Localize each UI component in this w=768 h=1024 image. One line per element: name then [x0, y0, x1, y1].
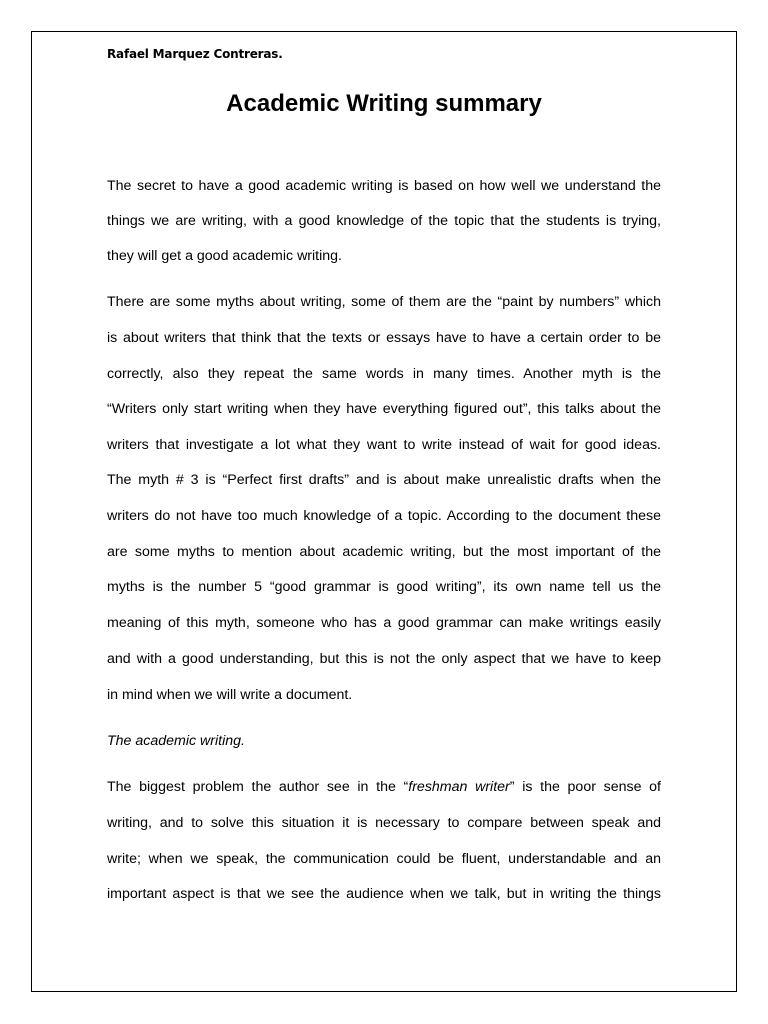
paragraph-2-line-5: writers that investigate a lot what they want to write instead of wait for good ideas.	[107, 437, 661, 453]
paragraph-1-line-1: The secret to have a good academic writing is based on how well we understand the	[107, 178, 661, 194]
document-title: Academic Writing summary	[226, 90, 542, 117]
paragraph-2-line-10: meaning of this myth, someone who has a good grammar can make writings easily	[107, 615, 661, 631]
section-heading: The academic writing.	[107, 733, 245, 749]
paragraph-3-line-4: important aspect is that we see the audience when we talk, but in writing the things	[107, 886, 661, 902]
freshman-writer-term: freshman writer	[408, 779, 510, 795]
paragraph-3-line-1-before: The biggest problem the author see in the “	[107, 779, 409, 795]
paragraph-2-line-8: are some myths to mention about academic writing, but the most important of the	[107, 544, 661, 560]
author-name: Rafael Marquez Contreras.	[107, 47, 283, 61]
paragraph-2-line-3: correctly, also they repeat the same words in many times. Another myth is the	[107, 366, 661, 382]
paragraph-2-line-9: myths is the number 5 “good grammar is good writing”, its own name tell us the	[107, 579, 661, 595]
paragraph-2-line-11: and with a good understanding, but this is not the only aspect that we have to keep	[107, 651, 661, 667]
paragraph-2-line-4: “Writers only start writing when they have everything figured out”, this talks about the	[107, 401, 661, 417]
paragraph-2-line-6: The myth # 3 is “Perfect first drafts” and is about make unrealistic drafts when the	[107, 472, 661, 488]
paragraph-3-line-3: write; when we speak, the communication could be fluent, understandable and an	[107, 851, 661, 867]
paragraph-2-line-7: writers do not have too much knowledge of a topic. According to the document these	[107, 508, 661, 524]
paragraph-3-line-1	[107, 778, 661, 796]
paragraph-2-line-1: There are some myths about writing, some of them are the “paint by numbers” which	[107, 294, 661, 310]
paragraph-3-line-2: writing, and to solve this situation it is necessary to compare between speak and	[107, 815, 661, 831]
paragraph-2-line-12: in mind when we will write a document.	[107, 687, 353, 703]
paragraph-3-line-1-after: ” is the poor sense of	[509, 779, 661, 795]
paragraph-2-line-2: is about writers that think that the texts or essays have to have a certain order to be	[107, 330, 661, 346]
paragraph-1-line-3: they will get a good academic writing.	[107, 248, 343, 264]
paragraph-1-line-2: things we are writing, with a good knowledge of the topic that the students is trying,	[107, 213, 661, 229]
